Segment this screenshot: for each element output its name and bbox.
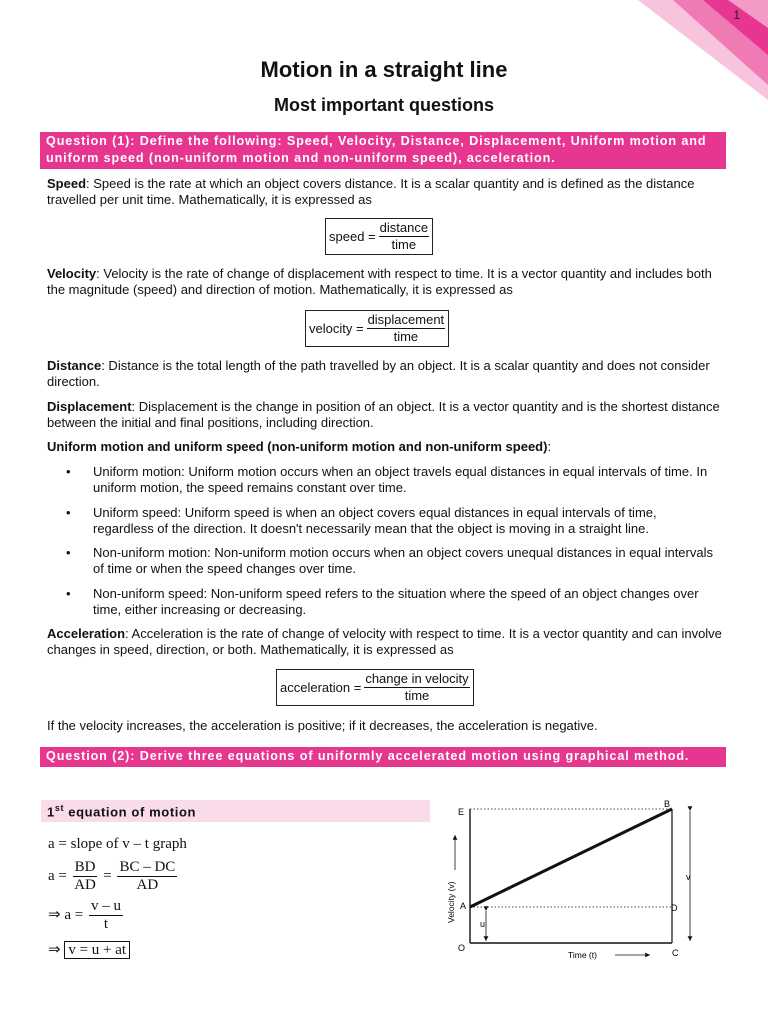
equation-1-heading	[41, 800, 430, 822]
list-item-text: Uniform speed: Uniform speed is when an object covers equal distances in equal intervals of time, regardless of the direction. It doesn't necessarily mean that the object is moving in a straight line.	[93, 505, 657, 536]
equals-sign: =	[103, 867, 112, 884]
question-2-heading: Question (2): Derive three equations of uniformly accelerated motion using graphical method.	[40, 747, 726, 767]
x-axis-label: Time (t)	[568, 950, 597, 960]
fraction-numerator: v – u	[90, 898, 121, 914]
distance-term: Distance	[47, 358, 102, 373]
page-subtitle: Most important questions	[274, 95, 494, 115]
equation-1-line-1: a = slope of v – t graph	[48, 836, 187, 852]
point-label-o: O	[458, 943, 466, 953]
point-label-c: C	[672, 948, 679, 958]
uniform-heading-colon: :	[547, 439, 552, 454]
acceleration-text: : Acceleration is the rate of change of velocity with respect to time. It is a vector quantity and can involve changes in speed, direction, or both. Mathematically, it is expressed as	[47, 626, 722, 657]
acceleration-formula-denominator: time	[404, 688, 430, 703]
corner-decoration	[618, 0, 768, 100]
question-1-heading: Question (1): Define the following: Speed, Velocity, Distance, Displacement, Uniform motion and uniform speed (non-uniform motion and non-uniform speed), acceleration.	[40, 132, 726, 169]
list-item-text: Non-uniform motion: Non-uniform motion occurs when an object covers unequal distances in equal intervals of time or when the speed changes over time.	[93, 545, 713, 576]
fraction-denominator: AD	[136, 877, 159, 893]
implies-arrow: ⇒	[48, 942, 61, 958]
uniform-heading	[47, 439, 727, 455]
displacement-text: : Displacement is the change in position of an object. It is a vector quantity and is the shortest distance between the initial and final positions, including direction.	[47, 399, 720, 430]
distance-text: : Distance is the total length of the path travelled by an object. It is a scalar quantity and does not consider direction.	[47, 358, 710, 389]
acceleration-formula-numerator: change in velocity	[365, 671, 469, 686]
acceleration-formula-lhs: acceleration =	[280, 680, 362, 695]
speed-formula	[325, 218, 433, 255]
velocity-formula-numerator: displacement	[367, 312, 445, 327]
acceleration-note: If the velocity increases, the acceleration is positive; if it decreases, the acceleration is negative.	[47, 718, 598, 733]
equation-1-ordinal: 1	[47, 804, 55, 820]
page-title: Motion in a straight line	[260, 57, 508, 82]
equation-1-line-2-lhs: a =	[48, 867, 67, 884]
point-label-d: D	[671, 903, 678, 913]
equation-1-result: v = u + at	[64, 941, 130, 959]
velocity-formula-denominator: time	[393, 329, 419, 344]
fraction-denominator: AD	[74, 877, 96, 893]
point-label-e: E	[458, 807, 465, 817]
fraction-numerator: BD	[74, 859, 96, 875]
velocity-paragraph	[47, 266, 727, 298]
equation-1-label: equation of motion	[64, 804, 197, 820]
velocity-text: : Velocity is the rate of change of displacement with respect to time. It is a vector quantity and includes both the magnitude (speed) and direction of motion. Mathematically, it is expressed as	[47, 266, 712, 297]
point-label-b: B	[664, 799, 671, 809]
bullet-icon: •	[66, 505, 71, 520]
acceleration-paragraph	[47, 626, 727, 658]
equation-1-line-3-lhs: ⇒ a =	[48, 906, 84, 923]
u-label: u	[480, 919, 486, 929]
bullet-icon: •	[66, 545, 71, 560]
displacement-term: Displacement	[47, 399, 132, 414]
speed-term: Speed	[47, 176, 87, 191]
page-number: 1	[733, 8, 740, 22]
point-label-a: A	[460, 901, 467, 911]
distance-paragraph	[47, 358, 727, 390]
velocity-term: Velocity	[47, 266, 97, 281]
velocity-time-graph	[440, 795, 740, 965]
speed-formula-numerator: distance	[379, 220, 429, 235]
speed-formula-denominator: time	[391, 237, 417, 252]
v-label: v	[686, 872, 691, 882]
y-axis-label: Velocity (v)	[446, 881, 456, 923]
equation-1-line-4	[48, 940, 130, 959]
acceleration-term: Acceleration	[47, 626, 126, 641]
speed-formula-lhs: speed =	[329, 229, 376, 244]
uniform-heading-text: Uniform motion and uniform speed (non-uniform motion and non-uniform speed)	[47, 439, 548, 454]
displacement-paragraph	[47, 399, 727, 431]
bullet-icon: •	[66, 586, 71, 601]
line-ab	[470, 809, 672, 907]
velocity-formula-lhs: velocity =	[309, 321, 364, 336]
list-item-text: Uniform motion: Uniform motion occurs when an object travels equal distances in equal intervals of time. In uniform motion, the speed remains constant over time.	[93, 464, 708, 495]
fraction-denominator: t	[103, 916, 109, 932]
bullet-icon: •	[66, 464, 71, 479]
equation-1-line-2	[48, 859, 179, 894]
list-item-text: Non-uniform speed: Non-uniform speed refers to the situation where the speed of an object changes over time, either increasing or decreasing.	[93, 586, 699, 617]
equation-1-ordinal-suffix: st	[54, 803, 65, 813]
equation-1-line-3	[48, 898, 125, 933]
fraction-numerator: BC – DC	[119, 859, 176, 875]
speed-text: : Speed is the rate at which an object covers distance. It is a scalar quantity and is defined as the distance travelled per unit time. Mathematically, it is expressed as	[47, 176, 695, 207]
acceleration-formula	[276, 669, 474, 706]
speed-paragraph	[47, 176, 727, 208]
velocity-formula	[305, 310, 449, 347]
